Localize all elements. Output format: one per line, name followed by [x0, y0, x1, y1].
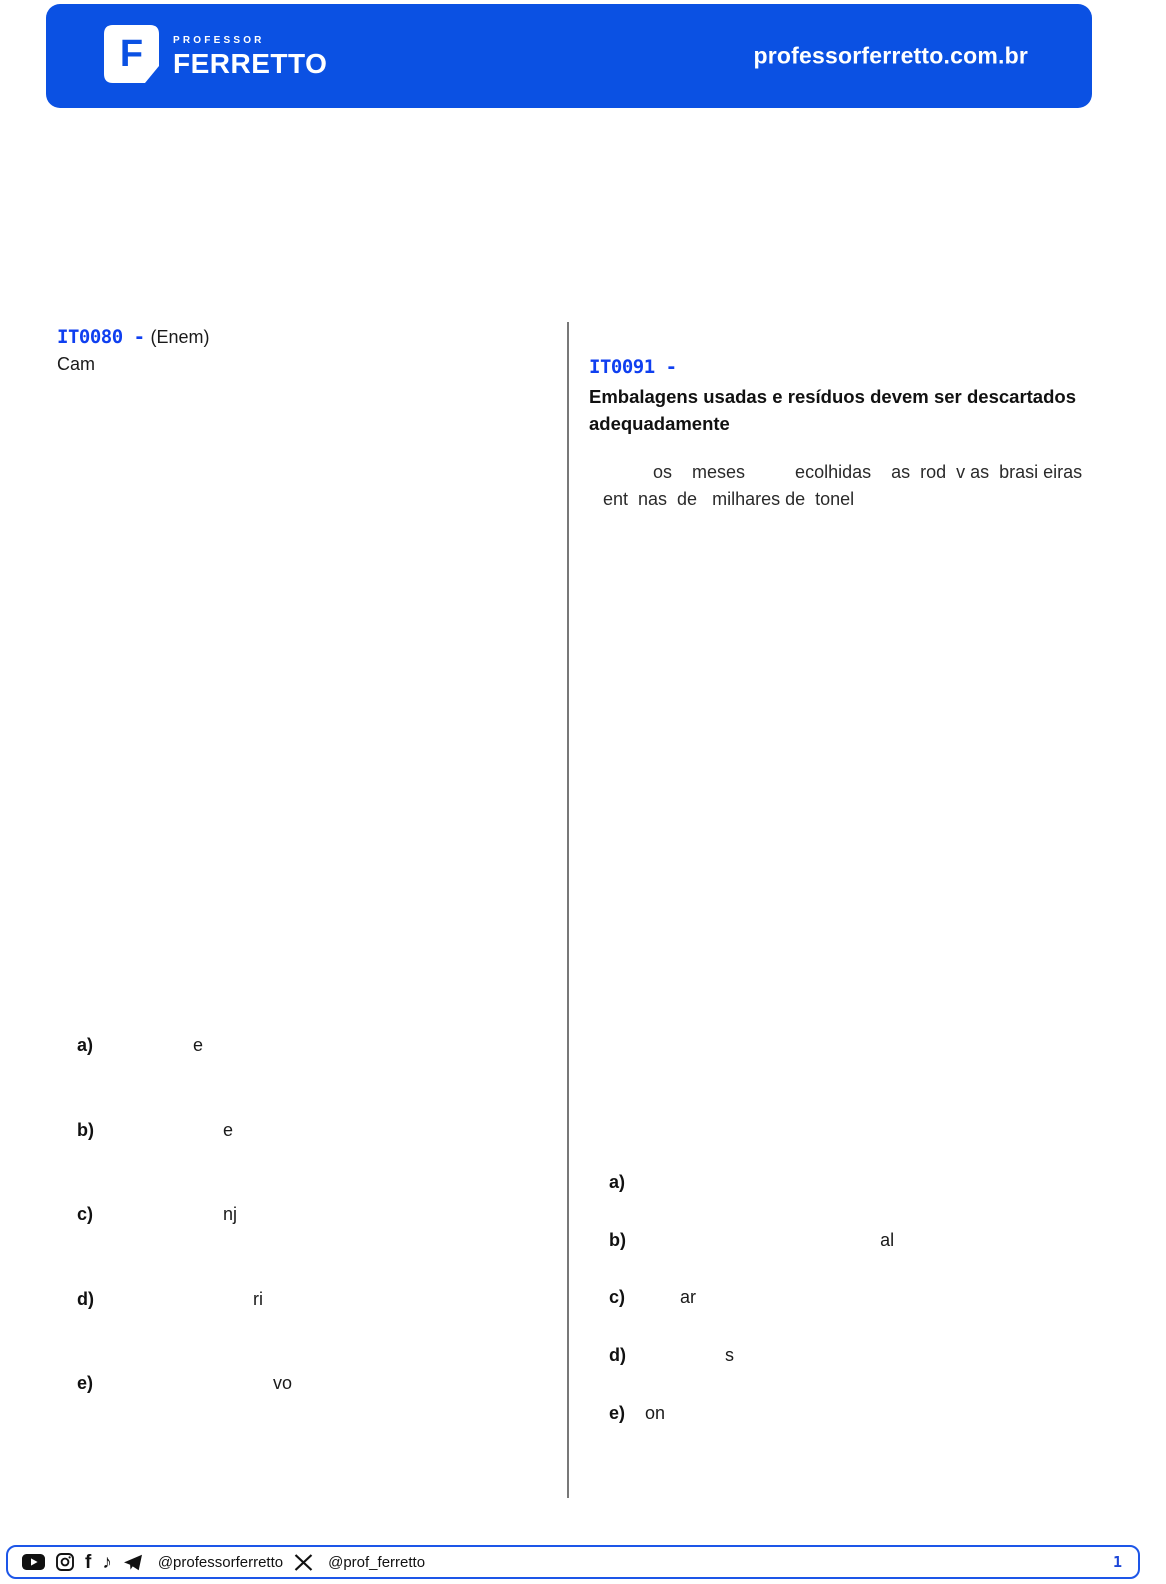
option-right-d-text: s [635, 1345, 735, 1365]
option-right-c [589, 1266, 696, 1329]
option-right-c-label: c) [609, 1287, 626, 1307]
option-right-a-label: a) [609, 1172, 626, 1192]
question-right-code: IT0091 - [589, 356, 677, 378]
brand-logo [104, 25, 327, 85]
option-left-a [57, 1014, 203, 1077]
tiktok-icon: ♪ [102, 1551, 112, 1573]
telegram-icon [123, 1554, 143, 1571]
option-left-e-text: vo [103, 1373, 293, 1393]
handle-x: @prof_ferretto [328, 1553, 426, 1571]
option-right-b-label: b) [609, 1230, 627, 1250]
question-right-fragment-line2: ent nas de milhares de tonel [588, 489, 855, 509]
header-bar [46, 4, 1092, 108]
facebook-icon: f [85, 1551, 92, 1573]
option-right-d [589, 1324, 734, 1387]
option-left-b-text: e [103, 1120, 234, 1140]
logo-f-icon [104, 25, 159, 85]
option-right-e-text: on [635, 1403, 666, 1423]
question-right-fragment-line1: os meses ecolhidas as rod v as brasi eiras [588, 462, 1083, 482]
handle-main: @professorferretto [157, 1553, 284, 1571]
option-right-b-text: al [635, 1230, 895, 1250]
option-left-b-label: b) [77, 1120, 95, 1140]
footer-bar [6, 1545, 1140, 1579]
option-right-e [589, 1382, 665, 1445]
logo-letter: F [119, 33, 144, 75]
question-right-header [589, 356, 677, 378]
option-left-c-text: nj [103, 1204, 238, 1224]
website-url: professorferretto.com.br [753, 42, 1028, 69]
brand-ferretto-label: FERRETTO [173, 48, 328, 79]
question-left-header [57, 326, 210, 348]
question-left-intro: Cam [57, 354, 96, 374]
instagram-icon [56, 1553, 74, 1571]
question-left-code: IT0080 - [57, 326, 145, 348]
option-left-d-label: d) [77, 1289, 95, 1309]
option-right-c-text: ar [635, 1287, 697, 1307]
option-right-e-label: e) [609, 1403, 626, 1423]
option-left-a-label: a) [77, 1035, 94, 1055]
option-left-d [57, 1268, 263, 1331]
option-right-d-label: d) [609, 1345, 627, 1365]
option-left-c [57, 1183, 237, 1246]
brand-text [173, 25, 327, 78]
option-left-c-label: c) [77, 1204, 94, 1224]
option-left-e [57, 1352, 292, 1415]
column-divider [567, 322, 569, 1498]
option-left-a-text: e [103, 1035, 204, 1055]
page-number: 1 [1112, 1553, 1122, 1571]
youtube-icon [22, 1554, 45, 1570]
social-icons [22, 1553, 425, 1572]
option-right-a [589, 1151, 635, 1214]
question-right-statement-line2: adequadamente [589, 413, 730, 434]
brand-professor-label: PROFESSOR [173, 35, 265, 46]
option-left-d-text: ri [103, 1289, 264, 1309]
option-right-b [589, 1209, 894, 1272]
x-icon [294, 1554, 313, 1571]
question-right-statement-line1: Embalagens usadas e resíduos devem ser descartados [589, 386, 1076, 407]
option-left-b [57, 1099, 233, 1162]
question-left-source: (Enem) [150, 327, 210, 347]
option-left-e-label: e) [77, 1373, 94, 1393]
